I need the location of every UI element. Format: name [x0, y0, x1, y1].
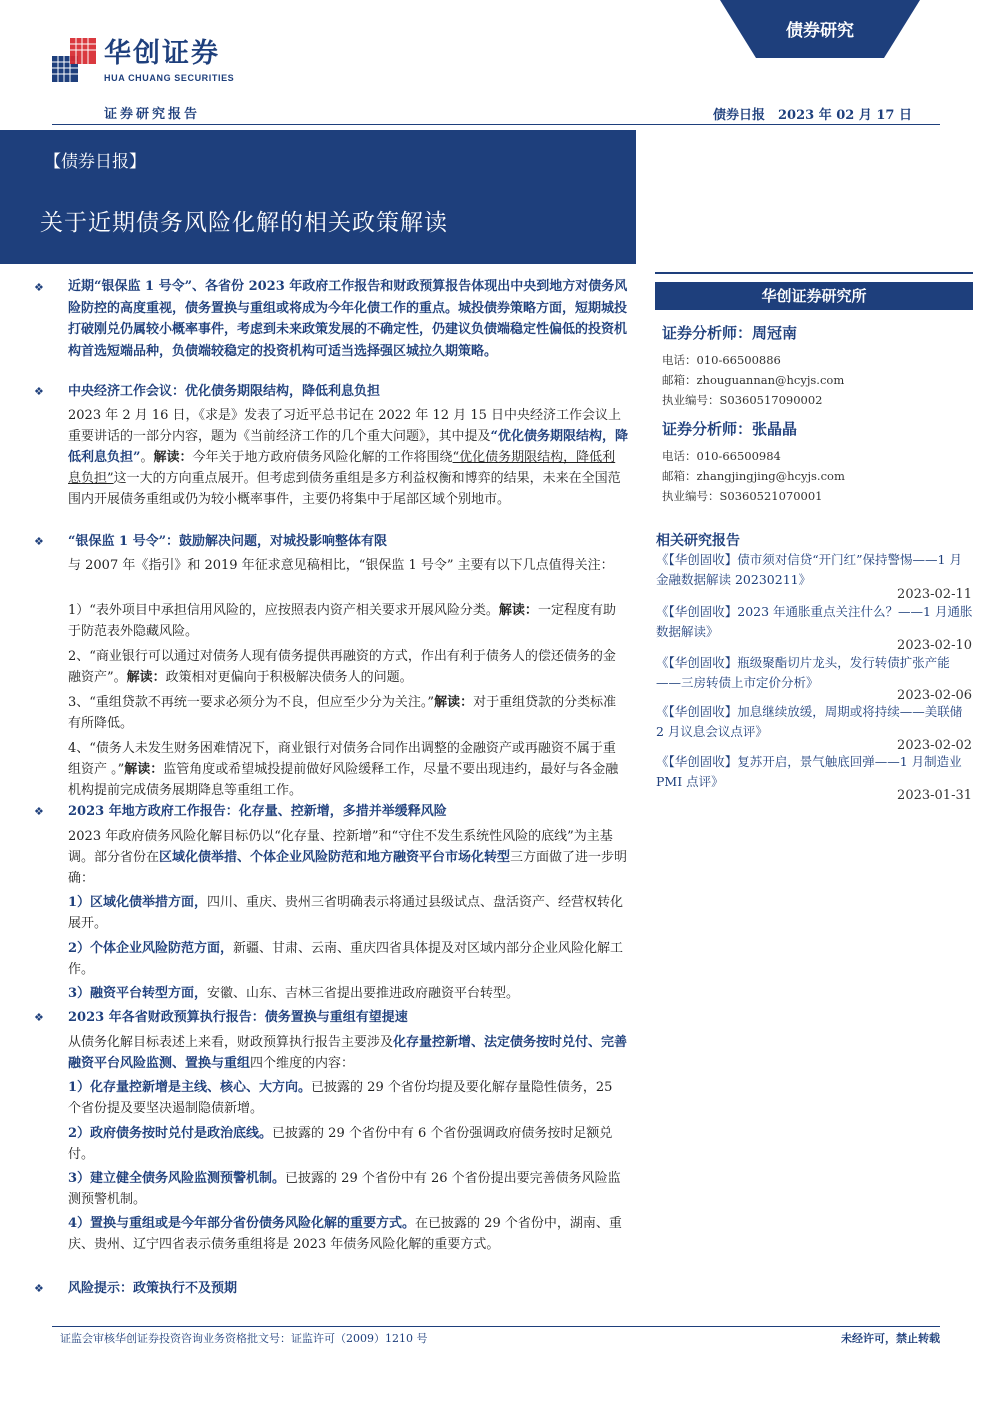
analyst-license: 执业编号：S0360517090002 [662, 393, 823, 407]
list-item: 4）置换与重组或是今年部分省份债务风险化解的重要方式。在已披露的 29 个省份中，湖南、重庆、贵州、辽宁四省表示债务重组将是 2023 年债务风险化解的重要方式。 [68, 1216, 622, 1252]
header-divider [52, 124, 940, 125]
related-report-link[interactable]: 《【华创固收】债市须对信贷“开门红”保持警惕——1 月金融数据解读 20230211》 [656, 552, 962, 587]
paragraph: 2023 年 2 月 16 日，《求是》发表了习近平总书记在 2022 年 12 月 15 日中央经济工作会议上重要讲话的一部分内容，题为《当前经济工作的几个重大问题》，其中提及“优化债务期限结构，降低利息负担”。解读：今年关于地方政府债务风险化解的工作将围绕“优化债务期限结构，降低利息负担”这一大的方向重点展开。但考虑到债务重组是多方利益权衡和博弈的结果，未来在全国范围内开展债务重组或仍为较小概率事件，主要仍将集中于尾部区域个别地市。 [68, 408, 628, 507]
list-item: 2）政府债务按时兑付是政治底线。已披露的 29 个省份中有 6 个省份强调政府债务按时足额兑付。 [68, 1126, 613, 1162]
bullet-diamond-icon: ❖ [34, 385, 44, 398]
list-item: 1）区域化债举措方面，四川、重庆、贵州三省明确表示将通过县级试点、盘活资产、经营权转化展开。 [68, 895, 624, 931]
report-date: 债券日报 2023 年 02 月 17 日 [713, 108, 912, 123]
logo-english: HUA CHUANG SECURITIES [104, 73, 235, 83]
related-report-date: 2023-02-10 [897, 638, 972, 653]
paragraph: 与 2007 年《指引》和 2019 年征求意见稿相比，“银保监 1 号令” 主要有以下几点值得关注： [68, 558, 614, 573]
page-title: 关于近期债务风险化解的相关政策解读 [40, 210, 448, 236]
list-item: 1）“表外项目中承担信用风险的，应按照表内资产相关要求开展风险分类。解读：一定程度有助于防范表外隐藏风险。 [68, 603, 616, 639]
bullet-diamond-icon: ❖ [34, 1282, 44, 1295]
bullet-diamond-icon: ❖ [34, 1011, 44, 1024]
related-report-link[interactable]: 《【华创固收】2023 年通胀重点关注什么？——1 月通胀数据解读》 [656, 604, 973, 639]
list-item: 3）建立健全债务风险监测预警机制。已披露的 29 个省份中有 26 个省份提出要完善债务风险监测预警机制。 [68, 1171, 621, 1207]
footer-divider [52, 1326, 940, 1327]
list-item: 4、“债务人未发生财务困难情况下，商业银行对债务合同作出调整的金融资产或再融资不属于重组资产 。”解读：监管角度或希望城投提前做好风险缓释工作，尽量不要出现违约，最好与各金融机构提前完成债务展期降息等重组工作。 [68, 741, 619, 798]
logo-text: 华创证券 [104, 38, 220, 69]
analyst-phone: 电话：010-66500984 [662, 449, 781, 463]
analyst-email[interactable]: 邮箱：zhangjingjing@hcyjs.com [662, 469, 845, 483]
list-item: 1）化存量控新增是主线、核心、大方向。已披露的 29 个省份均提及要化解存量隐性债务，25 个省份提及要坚决遏制隐债新增。 [68, 1080, 613, 1116]
list-item: 2、“商业银行可以通过对债务人现有债务提供再融资的方式，作出有利于债务人的偿还债务的金融资产”。解读：政策相对更偏向于积极解决债务人的问题。 [68, 649, 616, 685]
analyst-name: 证券分析师：张晶晶 [662, 420, 798, 438]
related-report-date: 2023-01-31 [897, 788, 972, 803]
related-report-date: 2023-02-02 [897, 738, 972, 753]
section-tab-label: 债券研究 [786, 21, 854, 41]
risk-warning: 风险提示：政策执行不及预期 [68, 1281, 238, 1296]
list-item: 2）个体企业风险防范方面，新疆、甘肃、云南、重庆四省具体提及对区域内部分企业风险化解工作。 [68, 941, 624, 977]
related-reports-title: 相关研究报告 [656, 533, 740, 549]
list-item: 3、“重组贷款不再统一要求必须分为不良，但应至少分为关注。”解读：对于重组贷款的分类标准有所降低。 [68, 695, 617, 731]
related-report-link[interactable]: 《【华创固收】复苏开启，景气触底回弹——1 月制造业 PMI 点评》 [656, 754, 962, 789]
logo-icon [52, 38, 96, 82]
related-report-link[interactable]: 《【华创固收】瓶级聚酯切片龙头，发行转债扩张产能——三房转债上市定价分析》 [656, 655, 950, 690]
summary-paragraph: 近期“银保监 1 号令”、各省份 2023 年政府工作报告和财政预算报告体现出中央到地方对债务风险防控的高度重视，债务置换与重组或将成为今年化债工作的重点。城投债券策略方面，短期城投打破刚兑仍属较小概率事件，考虑到未来政策发展的不确定性，仍建议负债端稳定性偏低的投资机构首选短端品种，负债端较稳定的投资机构可适当选择强区城拉久期策略。 [68, 279, 628, 359]
bullet-diamond-icon: ❖ [34, 805, 44, 818]
paragraph: 2023 年政府债务风险化解目标仍以“化存量、控新增”和“守住不发生系统性风险的底线”为主基调。部分省份在区域化债举措、个体企业风险防范和地方融资平台市场化转型三方面做了进一步明确： [68, 829, 628, 886]
bullet-diamond-icon: ❖ [34, 281, 44, 294]
paragraph: 从债务化解目标表述上来看，财政预算执行报告主要涉及化存量控新增、法定债务按时兑付、完善融资平台风险监测、置换与重组四个维度的内容： [68, 1035, 628, 1071]
analyst-license: 执业编号：S0360521070001 [662, 489, 823, 503]
section-heading: 2023 年各省财政预算执行报告：债务置换与重组有望提速 [68, 1010, 408, 1025]
section-heading: 2023 年地方政府工作报告：化存量、控新增，多措并举缓释风险 [68, 804, 447, 819]
report-category: 【债券日报】 [44, 152, 146, 172]
institute-header: 华创证券研究所 [655, 282, 973, 310]
footer-license: 证监会审核华创证券投资咨询业务资格批文号：证监许可（2009）1210 号 [60, 1332, 428, 1345]
related-report-link[interactable]: 《【华创固收】加息继续放缓，周期或将持续——美联储 2 月议息会议点评》 [656, 704, 963, 739]
list-item: 3）融资平台转型方面，安徽、山东、吉林三省提出要推进政府融资平台转型。 [68, 986, 520, 1001]
related-report-date: 2023-02-06 [897, 688, 972, 703]
analyst-name: 证券分析师：周冠南 [662, 324, 798, 342]
analyst-phone: 电话：010-66500886 [662, 353, 781, 367]
related-report-date: 2023-02-11 [897, 587, 972, 602]
footer-notice: 未经许可，禁止转载 [841, 1332, 940, 1345]
section-heading: 中央经济工作会议：优化债务期限结构，降低利息负担 [68, 384, 381, 399]
report-type: 证券研究报告 [104, 107, 201, 122]
bullet-diamond-icon: ❖ [34, 535, 44, 548]
section-heading: “银保监 1 号令”：鼓励解决问题，对城投影响整体有限 [68, 534, 388, 549]
analyst-email[interactable]: 邮箱：zhouguannan@hcyjs.com [662, 373, 845, 387]
sidebar-rule [655, 272, 973, 274]
